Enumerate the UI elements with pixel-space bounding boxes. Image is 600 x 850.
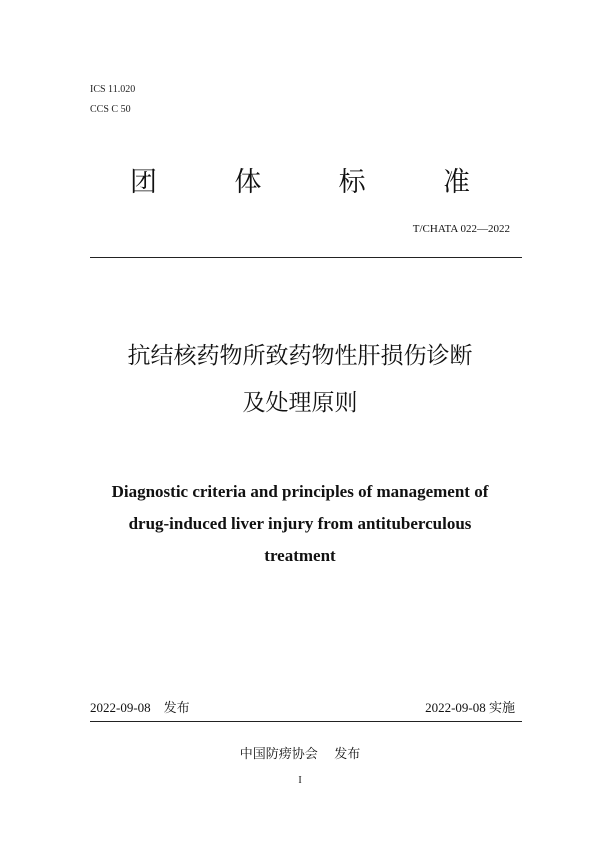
standard-type-char-3: 标 [338, 167, 366, 198]
release-label: 发布 [163, 701, 190, 716]
publisher-label: 发布 [334, 747, 361, 762]
page-number: I [298, 775, 302, 786]
standard-type-char-4: 准 [442, 167, 470, 198]
release-date: 2022-09-08 [90, 700, 151, 715]
standard-number: T/CHATA 022—2022 [412, 223, 510, 235]
standard-type-char-2: 体 [234, 167, 262, 198]
release-date-block [90, 700, 190, 717]
implementation-date-block [425, 700, 515, 717]
standard-type-heading [90, 166, 510, 200]
publisher-line [0, 747, 600, 763]
ics-code: ICS 11.020 [90, 84, 136, 95]
title-english-line-1: Diagnostic criteria and principles of management of [111, 482, 489, 501]
publisher-name: 中国防痨协会 [239, 747, 318, 762]
title-english-line-3: treatment [264, 546, 336, 565]
title-chinese-line-2: 及处理原则 [242, 390, 358, 416]
ccs-code: CCS C 50 [90, 104, 131, 115]
title-chinese [40, 333, 560, 427]
title-english-line-2: drug-induced liver injury from antituberculous [128, 514, 472, 533]
classification-codes [90, 80, 135, 120]
implementation-label: 实施 [488, 701, 515, 716]
standard-type-char-1: 团 [130, 167, 157, 198]
title-english [60, 476, 540, 572]
bottom-divider [90, 721, 522, 722]
title-chinese-line-1: 抗结核药物所致药物性肝损伤诊断 [127, 343, 473, 369]
top-divider [90, 257, 522, 258]
implementation-date: 2022-09-08 [425, 700, 486, 715]
